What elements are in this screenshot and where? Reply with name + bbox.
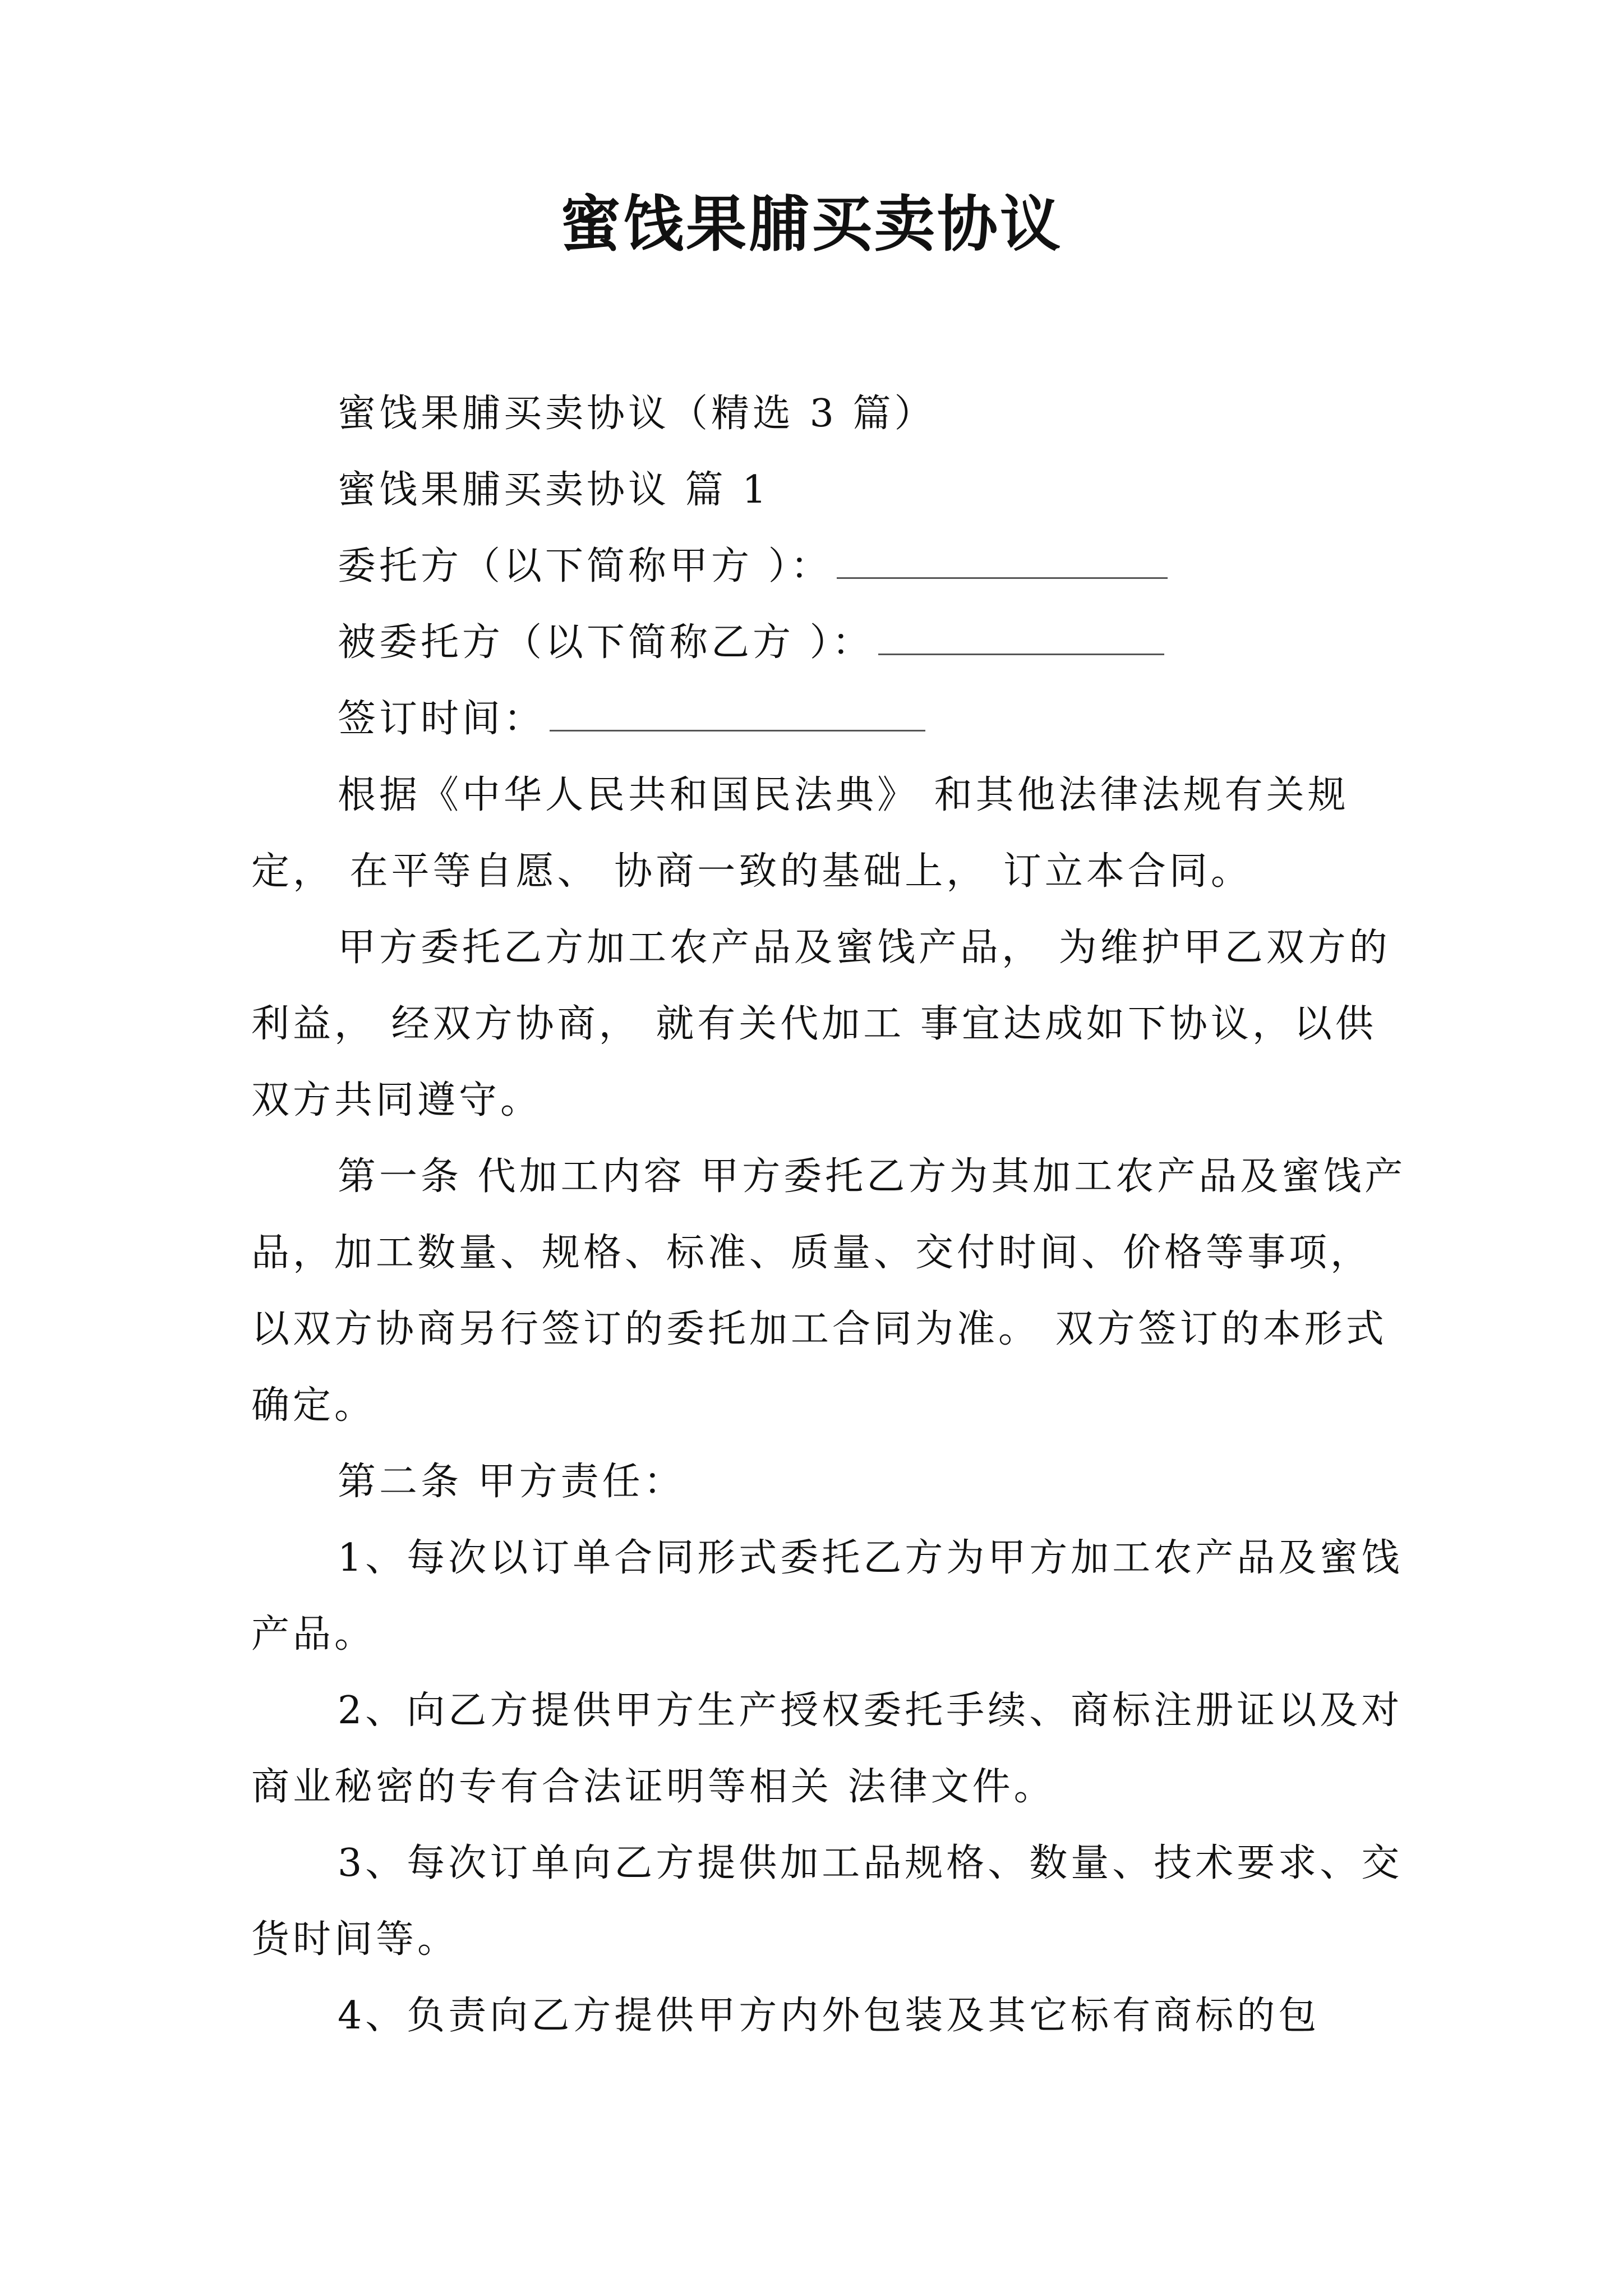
paragraph: 第二条 甲方责任： (338, 1460, 685, 1504)
party-a-blank (837, 549, 1168, 579)
sign-date-field (251, 681, 1407, 757)
document-body (251, 376, 1407, 2054)
sign-date-label: 签订时间： (338, 697, 546, 741)
paragraph: 第一条 代加工内容 甲方委托乙方为其加工农产品及蜜饯产品，加工数量、规格、标准、质量、交付时间、价格等事项，以双方协商另行签订的委托加工合同为准。 双方签订的本形式确定。 (251, 1154, 1407, 1428)
paragraph: 甲方委托乙方加工农产品及蜜饯产品， 为维护甲乙双方的利益， 经双方协商， 就有关代加工 事宜达成如下协议，以供双方共同遵守。 (251, 926, 1391, 1122)
party-a-field (251, 528, 1407, 605)
paragraph: 1、每次以订单合同形式委托乙方为甲方加工农产品及蜜饯产品。 (251, 1536, 1403, 1657)
paragraph: 4、负责向乙方提供甲方内外包装及其它标有商标的包 (338, 1994, 1320, 2038)
party-a-label: 委托方（以下简称甲方 ）： (338, 544, 832, 588)
section-heading: 蜜饯果脯买卖协议 篇 1 (338, 468, 770, 512)
party-b-blank (878, 625, 1164, 655)
paragraph: 3、每次订单向乙方提供加工品规格、数量、技术要求、交货时间等。 (251, 1841, 1403, 1962)
party-b-field (251, 605, 1407, 681)
paragraph: 2、向乙方提供甲方生产授权委托手续、商标注册证以及对商业秘密的专有合法证明等相关 法律文件。 (251, 1688, 1403, 1809)
document-subtitle: 蜜饯果脯买卖协议（精选 3 篇） (338, 392, 936, 436)
paragraph: 根据《中华人民共和国民法典》 和其他法律法规有关规定， 在平等自愿、 协商一致的基础上， 订立本合同。 (251, 773, 1349, 894)
sign-date-blank (550, 702, 925, 731)
party-b-label: 被委托方（以下简称乙方 ）： (338, 620, 874, 665)
document-title: 蜜饯果脯买卖协议 (560, 189, 1063, 260)
